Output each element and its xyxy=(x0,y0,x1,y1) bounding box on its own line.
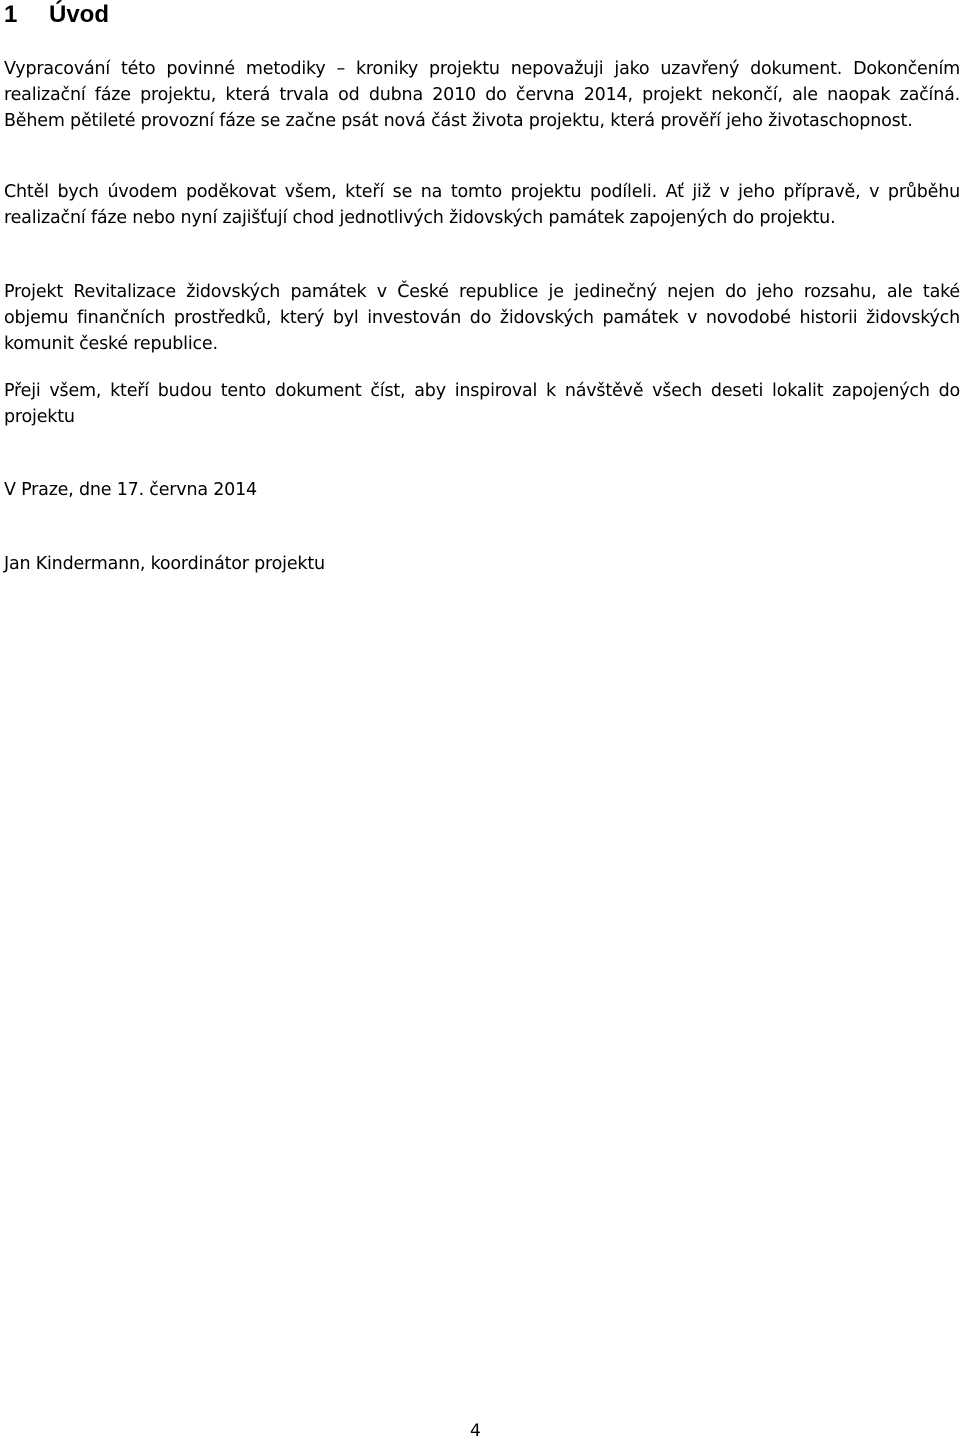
page-number: 4 xyxy=(470,1421,481,1441)
project-paragraph: Projekt Revitalizace židovských památek v České republice je jedinečný nejen do jeho rozsahu, ale také objemu finančních prostředků, který byl investován do židovských památek v novodobé historii židovských komunit české republice. xyxy=(4,282,960,354)
date-line: V Praze, dne 17. června 2014 xyxy=(4,480,257,500)
thanks-paragraph: Chtěl bych úvodem poděkovat všem, kteří se na tomto projektu podíleli. Ať již v jeho přípravě, v průběhu realizační fáze nebo nyní zajišťují chod jednotlivých židovských památek zapojených do projektu. xyxy=(4,182,960,228)
wish-paragraph: Přeji všem, kteří budou tento dokument číst, aby inspiroval k návštěvě všech deseti lokalit zapojených do projektu xyxy=(4,381,960,427)
section-title: Úvod xyxy=(49,1,109,28)
intro-paragraph: Vypracování této povinné metodiky – kroniky projektu nepovažuji jako uzavřený dokument. Dokončením realizační fáze projektu, která trvala od dubna 2010 do června 2014, projekt nekončí, ale naopak začíná. Během pětileté provozní fáze se začne psát nová část života projektu, která prověří jeho životaschopnost. xyxy=(4,59,960,131)
section-heading xyxy=(4,0,109,30)
signature-line: Jan Kindermann, koordinátor projektu xyxy=(4,554,325,574)
section-number: 1 xyxy=(4,1,18,28)
